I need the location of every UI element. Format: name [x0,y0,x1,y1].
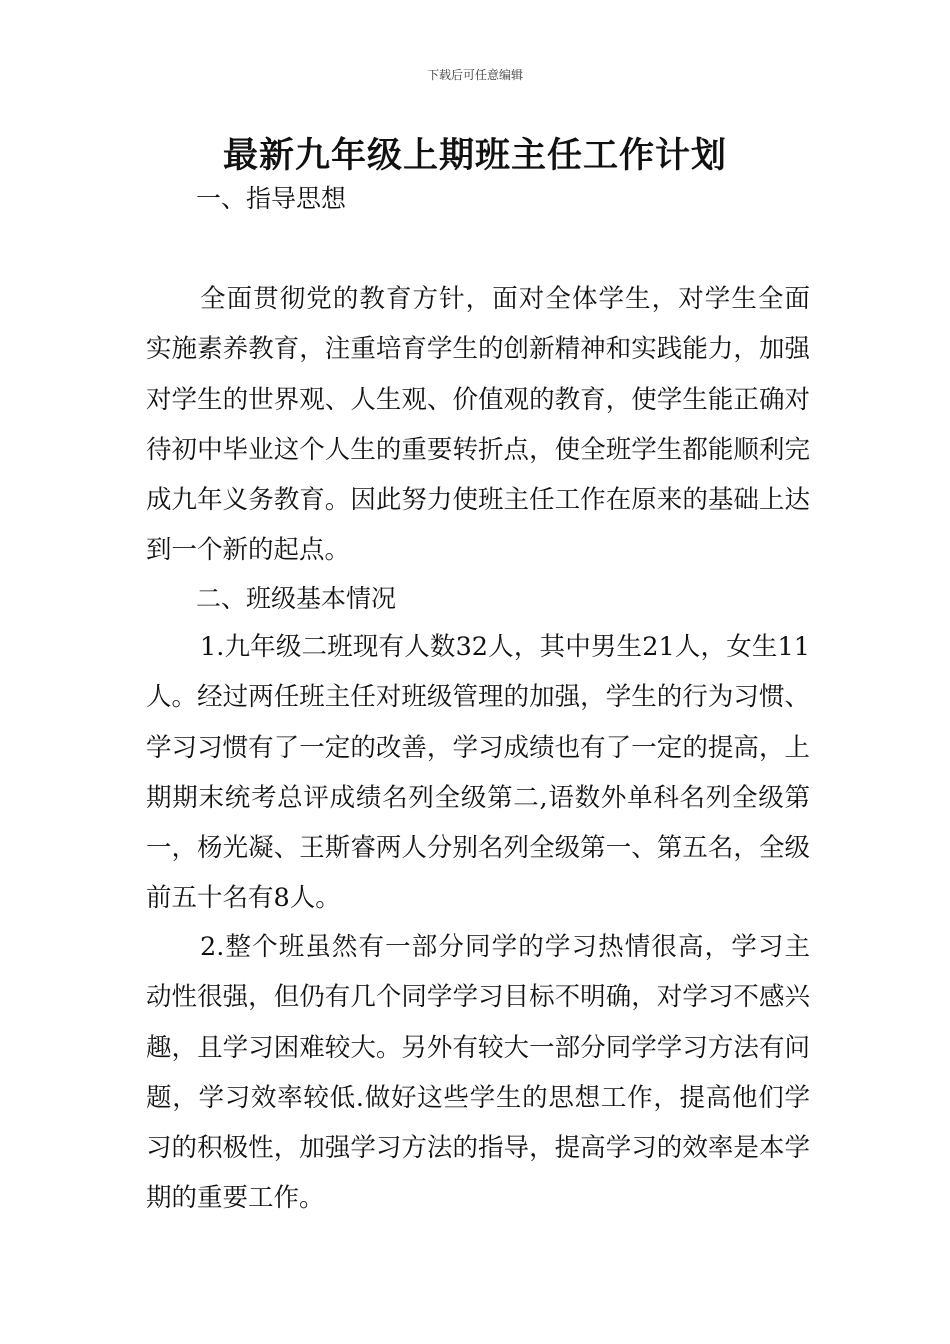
section-heading-guiding-ideology: 一、指导思想 [196,184,347,213]
header-note: 下载后可任意编辑 [426,68,523,82]
section-heading-class-situation: 二、班级基本情况 [196,584,397,613]
document-title: 最新九年级上期班主任工作计划 [222,136,727,176]
paragraph-class-situation-2: 2.整个班虽然有一部分同学的学习热情很高，学习主动性很强，但仍有几个同学学习目标不明确，对学习不感兴趣，且学习困难较大。另外有较大一部分同学学习方法有问题，学习效率较低.做好这些学生的思想工作，提高他们学习的积极性，加强学习方法的指导，提高学习的效率是本学期的重要工作。 [146,932,810,1214]
paragraph-guiding-ideology: 全面贯彻党的教育方针，面对全体学生，对学生全面实施素养教育，注重培育学生的创新精神和实践能力，加强对学生的世界观、人生观、价值观的教育，使学生能正确对待初中毕业这个人生的重要转折点，使全班学生都能顺利完成九年义务教育。因此努力使班主任工作在原来的基础上达到一个新的起点。 [146,284,810,566]
paragraph-class-situation-1: 1.九年级二班现有人数32人，其中男生21人，女生11人。经过两任班主任对班级管理的加强，学生的行为习惯、学习习惯有了一定的改善，学习成绩也有了一定的提高，上期期末统考总评成绩名列全级第二,语数外单科名列全级第一，杨光凝、王斯睿两人分别名列全级第一、第五名，全级前五十名有8人。 [146,632,810,914]
